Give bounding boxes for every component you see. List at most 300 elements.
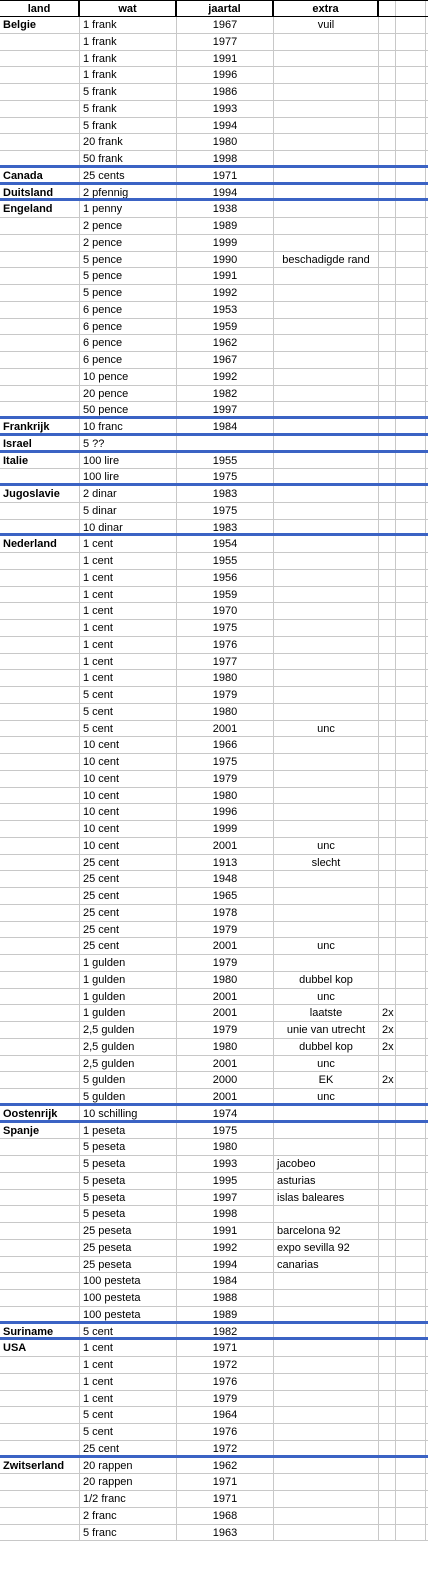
- cell-blank[interactable]: [396, 1106, 426, 1120]
- cell-blank[interactable]: [396, 1307, 426, 1321]
- cell-jaartal[interactable]: 1967: [177, 17, 274, 33]
- cell-extra[interactable]: unc: [274, 1056, 379, 1072]
- cell-extra[interactable]: [274, 1340, 379, 1356]
- cell-blank[interactable]: [396, 386, 426, 402]
- cell-wat[interactable]: 25 peseta: [80, 1240, 177, 1256]
- cell-wat[interactable]: 25 peseta: [80, 1257, 177, 1273]
- cell-extra[interactable]: jacobeo: [274, 1156, 379, 1172]
- cell-land[interactable]: [0, 1273, 80, 1289]
- cell-land[interactable]: [0, 352, 80, 368]
- cell-count[interactable]: [379, 1173, 396, 1189]
- cell-jaartal[interactable]: 1967: [177, 352, 274, 368]
- cell-wat[interactable]: 10 cent: [80, 838, 177, 854]
- cell-extra[interactable]: [274, 520, 379, 534]
- cell-jaartal[interactable]: 2001: [177, 838, 274, 854]
- cell-count[interactable]: [379, 319, 396, 335]
- cell-wat[interactable]: 25 cent: [80, 888, 177, 904]
- cell-count[interactable]: 2x: [379, 1005, 396, 1021]
- cell-land[interactable]: [0, 151, 80, 165]
- cell-wat[interactable]: 20 pence: [80, 386, 177, 402]
- cell-count[interactable]: [379, 1491, 396, 1507]
- cell-land[interactable]: Belgie: [0, 17, 80, 33]
- cell-wat[interactable]: 1 frank: [80, 34, 177, 50]
- cell-wat[interactable]: 2 pence: [80, 218, 177, 234]
- cell-extra[interactable]: [274, 34, 379, 50]
- cell-jaartal[interactable]: 1971: [177, 1474, 274, 1490]
- cell-jaartal[interactable]: 1991: [177, 1223, 274, 1239]
- cell-wat[interactable]: 25 cent: [80, 871, 177, 887]
- cell-count[interactable]: [379, 1525, 396, 1541]
- cell-land[interactable]: Jugoslavie: [0, 486, 80, 502]
- cell-land[interactable]: [0, 369, 80, 385]
- cell-blank[interactable]: [396, 1357, 426, 1373]
- cell-count[interactable]: [379, 570, 396, 586]
- cell-land[interactable]: [0, 938, 80, 954]
- cell-wat[interactable]: 1 gulden: [80, 972, 177, 988]
- cell-land[interactable]: [0, 268, 80, 284]
- cell-extra[interactable]: EK: [274, 1072, 379, 1088]
- cell-jaartal[interactable]: 2000: [177, 1072, 274, 1088]
- cell-land[interactable]: Nederland: [0, 536, 80, 552]
- cell-wat[interactable]: 5 cent: [80, 704, 177, 720]
- cell-wat[interactable]: 1 cent: [80, 553, 177, 569]
- cell-blank[interactable]: [396, 352, 426, 368]
- cell-extra[interactable]: vuil: [274, 17, 379, 33]
- cell-extra[interactable]: [274, 1407, 379, 1423]
- cell-extra[interactable]: expo sevilla 92: [274, 1240, 379, 1256]
- cell-extra[interactable]: [274, 1206, 379, 1222]
- cell-count[interactable]: [379, 1056, 396, 1072]
- cell-jaartal[interactable]: 1997: [177, 1190, 274, 1206]
- cell-jaartal[interactable]: 1913: [177, 855, 274, 871]
- cell-jaartal[interactable]: 1968: [177, 1508, 274, 1524]
- header-jaartal[interactable]: jaartal: [177, 1, 274, 16]
- cell-extra[interactable]: [274, 285, 379, 301]
- cell-wat[interactable]: 10 cent: [80, 788, 177, 804]
- cell-jaartal[interactable]: 1979: [177, 771, 274, 787]
- cell-extra[interactable]: [274, 1458, 379, 1474]
- cell-count[interactable]: [379, 989, 396, 1005]
- cell-blank[interactable]: [396, 1391, 426, 1407]
- cell-jaartal[interactable]: 1979: [177, 1022, 274, 1038]
- cell-extra[interactable]: [274, 922, 379, 938]
- cell-blank[interactable]: [396, 67, 426, 83]
- cell-count[interactable]: [379, 687, 396, 703]
- cell-land[interactable]: [0, 252, 80, 268]
- cell-jaartal[interactable]: 1994: [177, 185, 274, 199]
- cell-blank[interactable]: [396, 268, 426, 284]
- cell-count[interactable]: [379, 1424, 396, 1440]
- cell-blank[interactable]: [396, 1491, 426, 1507]
- cell-wat[interactable]: 5 pence: [80, 252, 177, 268]
- cell-blank[interactable]: [396, 1190, 426, 1206]
- cell-land[interactable]: [0, 788, 80, 804]
- cell-wat[interactable]: 1 cent: [80, 1357, 177, 1373]
- cell-blank[interactable]: [396, 804, 426, 820]
- cell-jaartal[interactable]: 1970: [177, 603, 274, 619]
- cell-land[interactable]: [0, 804, 80, 820]
- header-land[interactable]: land: [0, 1, 80, 16]
- cell-wat[interactable]: 100 lire: [80, 469, 177, 483]
- cell-extra[interactable]: [274, 1357, 379, 1373]
- cell-count[interactable]: [379, 788, 396, 804]
- cell-jaartal[interactable]: 1993: [177, 101, 274, 117]
- cell-extra[interactable]: [274, 302, 379, 318]
- cell-jaartal[interactable]: 1996: [177, 67, 274, 83]
- cell-wat[interactable]: 2 pfennig: [80, 185, 177, 199]
- cell-jaartal[interactable]: 1955: [177, 453, 274, 469]
- cell-jaartal[interactable]: 1977: [177, 34, 274, 50]
- cell-land[interactable]: Zwitserland: [0, 1458, 80, 1474]
- cell-jaartal[interactable]: 1992: [177, 285, 274, 301]
- cell-jaartal[interactable]: 1975: [177, 469, 274, 483]
- cell-extra[interactable]: [274, 1474, 379, 1490]
- cell-blank[interactable]: [396, 84, 426, 100]
- cell-blank[interactable]: [396, 838, 426, 854]
- cell-extra[interactable]: [274, 1290, 379, 1306]
- cell-extra[interactable]: slecht: [274, 855, 379, 871]
- cell-jaartal[interactable]: 2001: [177, 1056, 274, 1072]
- cell-jaartal[interactable]: 1975: [177, 503, 274, 519]
- cell-extra[interactable]: [274, 821, 379, 837]
- cell-count[interactable]: [379, 1407, 396, 1423]
- cell-extra[interactable]: [274, 754, 379, 770]
- cell-count[interactable]: [379, 1340, 396, 1356]
- cell-jaartal[interactable]: 1980: [177, 1139, 274, 1155]
- cell-land[interactable]: [0, 855, 80, 871]
- cell-blank[interactable]: [396, 1022, 426, 1038]
- cell-count[interactable]: [379, 938, 396, 954]
- cell-wat[interactable]: 5 peseta: [80, 1173, 177, 1189]
- cell-jaartal[interactable]: 1980: [177, 704, 274, 720]
- cell-jaartal[interactable]: 1983: [177, 520, 274, 534]
- cell-wat[interactable]: 25 cent: [80, 938, 177, 954]
- cell-land[interactable]: [0, 821, 80, 837]
- cell-blank[interactable]: [396, 570, 426, 586]
- cell-land[interactable]: [0, 1257, 80, 1273]
- cell-count[interactable]: [379, 838, 396, 854]
- cell-count[interactable]: [379, 1206, 396, 1222]
- cell-blank[interactable]: [396, 436, 426, 450]
- cell-wat[interactable]: 1 cent: [80, 603, 177, 619]
- cell-land[interactable]: [0, 670, 80, 686]
- cell-wat[interactable]: 5 cent: [80, 721, 177, 737]
- cell-blank[interactable]: [396, 1156, 426, 1172]
- cell-count[interactable]: [379, 955, 396, 971]
- cell-count[interactable]: [379, 369, 396, 385]
- cell-jaartal[interactable]: 1994: [177, 118, 274, 134]
- cell-jaartal[interactable]: 1954: [177, 536, 274, 552]
- cell-blank[interactable]: [396, 218, 426, 234]
- cell-land[interactable]: [0, 520, 80, 534]
- cell-wat[interactable]: 6 pence: [80, 335, 177, 351]
- cell-land[interactable]: [0, 570, 80, 586]
- cell-extra[interactable]: [274, 118, 379, 134]
- cell-extra[interactable]: [274, 1307, 379, 1321]
- cell-land[interactable]: [0, 1474, 80, 1490]
- cell-blank[interactable]: [396, 1056, 426, 1072]
- cell-extra[interactable]: [274, 402, 379, 416]
- cell-jaartal[interactable]: 1986: [177, 84, 274, 100]
- cell-jaartal[interactable]: 1959: [177, 319, 274, 335]
- cell-blank[interactable]: [396, 1257, 426, 1273]
- cell-blank[interactable]: [396, 235, 426, 251]
- cell-blank[interactable]: [396, 520, 426, 534]
- cell-count[interactable]: [379, 1391, 396, 1407]
- cell-jaartal[interactable]: 1963: [177, 1525, 274, 1541]
- cell-wat[interactable]: 5 dinar: [80, 503, 177, 519]
- cell-wat[interactable]: 6 pence: [80, 319, 177, 335]
- cell-land[interactable]: [0, 704, 80, 720]
- cell-count[interactable]: [379, 1374, 396, 1390]
- cell-wat[interactable]: 1 frank: [80, 17, 177, 33]
- cell-count[interactable]: [379, 101, 396, 117]
- cell-blank[interactable]: [396, 871, 426, 887]
- cell-blank[interactable]: [396, 654, 426, 670]
- cell-extra[interactable]: [274, 1273, 379, 1289]
- cell-extra[interactable]: [274, 771, 379, 787]
- cell-count[interactable]: [379, 1508, 396, 1524]
- cell-extra[interactable]: [274, 587, 379, 603]
- cell-wat[interactable]: 2,5 gulden: [80, 1022, 177, 1038]
- cell-extra[interactable]: [274, 536, 379, 552]
- cell-blank[interactable]: [396, 754, 426, 770]
- cell-count[interactable]: [379, 704, 396, 720]
- cell-wat[interactable]: 1 cent: [80, 654, 177, 670]
- cell-land[interactable]: [0, 386, 80, 402]
- cell-count[interactable]: [379, 285, 396, 301]
- cell-land[interactable]: [0, 1173, 80, 1189]
- cell-land[interactable]: Italie: [0, 453, 80, 469]
- cell-extra[interactable]: beschadigde rand: [274, 252, 379, 268]
- cell-jaartal[interactable]: 2001: [177, 1005, 274, 1021]
- cell-jaartal[interactable]: 1982: [177, 386, 274, 402]
- cell-wat[interactable]: 2 dinar: [80, 486, 177, 502]
- cell-extra[interactable]: [274, 335, 379, 351]
- cell-wat[interactable]: 1 cent: [80, 1391, 177, 1407]
- cell-jaartal[interactable]: 1984: [177, 1273, 274, 1289]
- cell-extra[interactable]: [274, 637, 379, 653]
- cell-blank[interactable]: [396, 1123, 426, 1139]
- cell-extra[interactable]: [274, 704, 379, 720]
- cell-wat[interactable]: 5 ??: [80, 436, 177, 450]
- cell-count[interactable]: [379, 972, 396, 988]
- cell-count[interactable]: [379, 419, 396, 433]
- cell-count[interactable]: [379, 637, 396, 653]
- cell-extra[interactable]: [274, 603, 379, 619]
- cell-blank[interactable]: [396, 1374, 426, 1390]
- cell-jaartal[interactable]: 1956: [177, 570, 274, 586]
- cell-wat[interactable]: 25 cents: [80, 168, 177, 182]
- cell-wat[interactable]: 5 frank: [80, 118, 177, 134]
- cell-extra[interactable]: [274, 1374, 379, 1390]
- cell-blank[interactable]: [396, 922, 426, 938]
- cell-wat[interactable]: 50 pence: [80, 402, 177, 416]
- cell-wat[interactable]: 25 cent: [80, 905, 177, 921]
- cell-wat[interactable]: 5 gulden: [80, 1072, 177, 1088]
- cell-extra[interactable]: unc: [274, 938, 379, 954]
- cell-count[interactable]: [379, 168, 396, 182]
- cell-land[interactable]: [0, 1156, 80, 1172]
- cell-blank[interactable]: [396, 1039, 426, 1055]
- cell-jaartal[interactable]: 2001: [177, 938, 274, 954]
- cell-extra[interactable]: [274, 737, 379, 753]
- cell-count[interactable]: [379, 1257, 396, 1273]
- cell-count[interactable]: [379, 185, 396, 199]
- cell-extra[interactable]: [274, 687, 379, 703]
- cell-land[interactable]: [0, 134, 80, 150]
- cell-count[interactable]: [379, 520, 396, 534]
- cell-jaartal[interactable]: 1978: [177, 905, 274, 921]
- cell-extra[interactable]: [274, 1139, 379, 1155]
- cell-wat[interactable]: 100 pesteta: [80, 1307, 177, 1321]
- cell-wat[interactable]: 1 penny: [80, 201, 177, 217]
- cell-extra[interactable]: [274, 319, 379, 335]
- cell-count[interactable]: [379, 922, 396, 938]
- cell-extra[interactable]: [274, 1106, 379, 1120]
- cell-land[interactable]: [0, 67, 80, 83]
- cell-count[interactable]: [379, 352, 396, 368]
- cell-extra[interactable]: [274, 1508, 379, 1524]
- cell-blank[interactable]: [396, 704, 426, 720]
- cell-blank[interactable]: [396, 905, 426, 921]
- cell-extra[interactable]: [274, 1324, 379, 1338]
- cell-jaartal[interactable]: 1962: [177, 335, 274, 351]
- cell-wat[interactable]: 2 franc: [80, 1508, 177, 1524]
- cell-extra[interactable]: unc: [274, 989, 379, 1005]
- cell-blank[interactable]: [396, 319, 426, 335]
- cell-count[interactable]: [379, 469, 396, 483]
- cell-extra[interactable]: [274, 1491, 379, 1507]
- cell-blank[interactable]: [396, 603, 426, 619]
- cell-blank[interactable]: [396, 670, 426, 686]
- cell-extra[interactable]: [274, 386, 379, 402]
- cell-count[interactable]: [379, 670, 396, 686]
- cell-blank[interactable]: [396, 821, 426, 837]
- cell-count[interactable]: [379, 486, 396, 502]
- cell-wat[interactable]: 5 franc: [80, 1525, 177, 1541]
- cell-blank[interactable]: [396, 1206, 426, 1222]
- cell-jaartal[interactable]: 1953: [177, 302, 274, 318]
- cell-land[interactable]: [0, 1374, 80, 1390]
- cell-jaartal[interactable]: 1972: [177, 1441, 274, 1455]
- cell-land[interactable]: [0, 553, 80, 569]
- cell-blank[interactable]: [396, 1173, 426, 1189]
- cell-count[interactable]: [379, 402, 396, 416]
- cell-wat[interactable]: 5 peseta: [80, 1206, 177, 1222]
- cell-blank[interactable]: [396, 168, 426, 182]
- cell-blank[interactable]: [396, 972, 426, 988]
- cell-land[interactable]: [0, 771, 80, 787]
- cell-wat[interactable]: 5 pence: [80, 285, 177, 301]
- cell-wat[interactable]: 5 cent: [80, 1407, 177, 1423]
- cell-extra[interactable]: [274, 888, 379, 904]
- cell-land[interactable]: [0, 1290, 80, 1306]
- cell-land[interactable]: [0, 1223, 80, 1239]
- cell-land[interactable]: [0, 1089, 80, 1103]
- cell-count[interactable]: [379, 553, 396, 569]
- cell-land[interactable]: [0, 503, 80, 519]
- cell-count[interactable]: [379, 1458, 396, 1474]
- cell-count[interactable]: [379, 436, 396, 450]
- cell-blank[interactable]: [396, 1240, 426, 1256]
- cell-count[interactable]: [379, 151, 396, 165]
- cell-wat[interactable]: 20 frank: [80, 134, 177, 150]
- cell-land[interactable]: [0, 1039, 80, 1055]
- cell-count[interactable]: [379, 218, 396, 234]
- cell-land[interactable]: [0, 1441, 80, 1455]
- cell-land[interactable]: Israel: [0, 436, 80, 450]
- cell-wat[interactable]: 5 cent: [80, 1324, 177, 1338]
- cell-land[interactable]: [0, 1022, 80, 1038]
- cell-jaartal[interactable]: 2001: [177, 721, 274, 737]
- cell-land[interactable]: [0, 603, 80, 619]
- cell-count[interactable]: [379, 737, 396, 753]
- cell-extra[interactable]: [274, 670, 379, 686]
- cell-count[interactable]: [379, 1273, 396, 1289]
- cell-extra[interactable]: [274, 469, 379, 483]
- cell-land[interactable]: [0, 989, 80, 1005]
- header-wat[interactable]: wat: [80, 1, 177, 16]
- cell-wat[interactable]: 1 frank: [80, 51, 177, 67]
- cell-blank[interactable]: [396, 51, 426, 67]
- cell-count[interactable]: [379, 1089, 396, 1103]
- cell-jaartal[interactable]: 1962: [177, 1458, 274, 1474]
- cell-blank[interactable]: [396, 402, 426, 416]
- cell-wat[interactable]: 5 frank: [80, 101, 177, 117]
- cell-jaartal[interactable]: 1971: [177, 1491, 274, 1507]
- cell-extra[interactable]: laatste: [274, 1005, 379, 1021]
- cell-land[interactable]: [0, 118, 80, 134]
- cell-wat[interactable]: 1 cent: [80, 620, 177, 636]
- cell-wat[interactable]: 10 cent: [80, 771, 177, 787]
- cell-jaartal[interactable]: 1991: [177, 51, 274, 67]
- cell-count[interactable]: [379, 1441, 396, 1455]
- cell-land[interactable]: Frankrijk: [0, 419, 80, 433]
- cell-land[interactable]: [0, 335, 80, 351]
- cell-extra[interactable]: [274, 486, 379, 502]
- cell-land[interactable]: [0, 1139, 80, 1155]
- cell-blank[interactable]: [396, 855, 426, 871]
- cell-blank[interactable]: [396, 486, 426, 502]
- cell-count[interactable]: [379, 134, 396, 150]
- cell-blank[interactable]: [396, 955, 426, 971]
- cell-wat[interactable]: 10 schilling: [80, 1106, 177, 1120]
- cell-count[interactable]: [379, 1123, 396, 1139]
- cell-land[interactable]: [0, 654, 80, 670]
- cell-wat[interactable]: 6 pence: [80, 352, 177, 368]
- cell-blank[interactable]: [396, 587, 426, 603]
- cell-extra[interactable]: [274, 352, 379, 368]
- cell-blank[interactable]: [396, 118, 426, 134]
- cell-count[interactable]: 2x: [379, 1039, 396, 1055]
- cell-blank[interactable]: [396, 1458, 426, 1474]
- cell-jaartal[interactable]: 1971: [177, 168, 274, 182]
- cell-land[interactable]: [0, 1391, 80, 1407]
- cell-blank[interactable]: [396, 1139, 426, 1155]
- cell-count[interactable]: 2x: [379, 1072, 396, 1088]
- cell-wat[interactable]: 1 cent: [80, 536, 177, 552]
- cell-jaartal[interactable]: 1997: [177, 402, 274, 416]
- cell-extra[interactable]: [274, 1525, 379, 1541]
- cell-blank[interactable]: [396, 788, 426, 804]
- cell-extra[interactable]: unc: [274, 721, 379, 737]
- cell-count[interactable]: [379, 1324, 396, 1338]
- cell-count[interactable]: [379, 654, 396, 670]
- cell-land[interactable]: [0, 1190, 80, 1206]
- cell-land[interactable]: [0, 1072, 80, 1088]
- cell-wat[interactable]: 25 cent: [80, 922, 177, 938]
